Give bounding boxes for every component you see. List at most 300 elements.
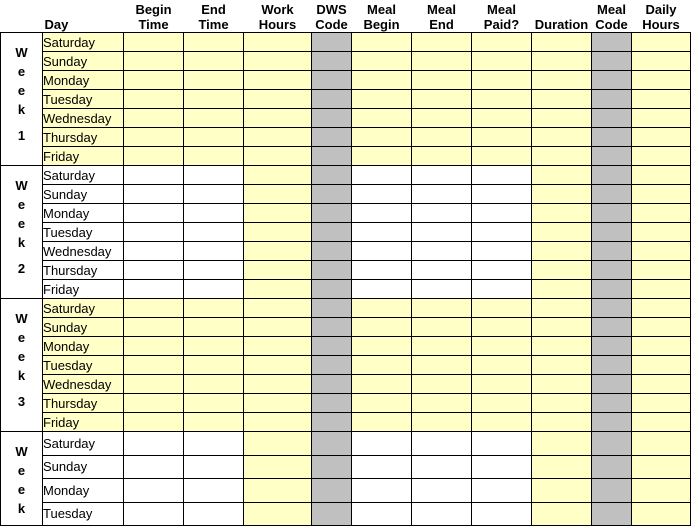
work-hours-cell[interactable] bbox=[244, 185, 312, 204]
meal-begin-cell[interactable] bbox=[352, 204, 412, 223]
dws-code-cell bbox=[312, 432, 352, 456]
end-time-cell[interactable] bbox=[184, 242, 244, 261]
week-letter: W bbox=[15, 444, 28, 459]
duration-cell[interactable] bbox=[532, 502, 592, 526]
meal-begin-header: Meal Begin bbox=[352, 0, 412, 33]
week-letters bbox=[1, 299, 42, 411]
end-time-cell[interactable] bbox=[184, 109, 244, 128]
meal-begin-cell[interactable] bbox=[352, 413, 412, 432]
meal-code-cell bbox=[592, 52, 632, 71]
dws-code-cell bbox=[312, 128, 352, 147]
work-hours-cell[interactable] bbox=[244, 318, 312, 337]
begin-time-cell[interactable] bbox=[124, 147, 184, 166]
meal-begin-cell[interactable] bbox=[352, 479, 412, 503]
day-row bbox=[1, 204, 691, 223]
work-hours-cell[interactable] bbox=[244, 356, 312, 375]
day-row bbox=[1, 261, 691, 280]
daily-hours-cell[interactable] bbox=[632, 356, 691, 375]
day-cell: Wednesday bbox=[43, 242, 124, 261]
begin-time-cell[interactable] bbox=[124, 413, 184, 432]
duration-cell[interactable] bbox=[532, 280, 592, 299]
meal-begin-cell[interactable] bbox=[352, 185, 412, 204]
begin-time-cell[interactable] bbox=[124, 166, 184, 185]
header-row bbox=[1, 0, 691, 33]
day-cell: Saturday bbox=[43, 432, 124, 456]
duration-cell[interactable] bbox=[532, 204, 592, 223]
day-row bbox=[1, 90, 691, 109]
meal-paid-cell[interactable] bbox=[472, 337, 532, 356]
week-letter: e bbox=[17, 349, 26, 364]
day-row bbox=[1, 432, 691, 456]
week-letter: k bbox=[17, 102, 26, 117]
meal-end-cell[interactable] bbox=[412, 318, 472, 337]
meal-begin-cell[interactable] bbox=[352, 33, 412, 52]
duration-cell[interactable] bbox=[532, 455, 592, 479]
timesheet-body bbox=[1, 33, 691, 526]
week-letter: e bbox=[17, 64, 26, 79]
work-hours-cell[interactable] bbox=[244, 33, 312, 52]
begin-time-cell[interactable] bbox=[124, 356, 184, 375]
dws-code-cell bbox=[312, 261, 352, 280]
duration-cell[interactable] bbox=[532, 261, 592, 280]
meal-end-cell[interactable] bbox=[412, 90, 472, 109]
daily-hours-cell[interactable] bbox=[632, 147, 691, 166]
duration-cell[interactable] bbox=[532, 394, 592, 413]
dws-code-cell bbox=[312, 394, 352, 413]
week-letter: W bbox=[15, 311, 28, 326]
dws-code-cell bbox=[312, 280, 352, 299]
meal-end-cell[interactable] bbox=[412, 455, 472, 479]
daily-hours-cell[interactable] bbox=[632, 299, 691, 318]
meal-code-cell bbox=[592, 147, 632, 166]
duration-cell[interactable] bbox=[532, 299, 592, 318]
meal-end-cell[interactable] bbox=[412, 204, 472, 223]
end-time-header: End Time bbox=[184, 0, 244, 33]
meal-paid-cell[interactable] bbox=[472, 71, 532, 90]
meal-paid-cell[interactable] bbox=[472, 413, 532, 432]
meal-begin-cell[interactable] bbox=[352, 128, 412, 147]
duration-cell[interactable] bbox=[532, 128, 592, 147]
dws-code-cell bbox=[312, 242, 352, 261]
end-time-cell[interactable] bbox=[184, 204, 244, 223]
day-cell: Sunday bbox=[43, 455, 124, 479]
daily-hours-cell[interactable] bbox=[632, 166, 691, 185]
dws-code-header: DWS Code bbox=[312, 0, 352, 33]
meal-begin-cell[interactable] bbox=[352, 223, 412, 242]
duration-cell[interactable] bbox=[532, 318, 592, 337]
duration-cell[interactable] bbox=[532, 147, 592, 166]
meal-end-cell[interactable] bbox=[412, 394, 472, 413]
meal-end-cell[interactable] bbox=[412, 128, 472, 147]
end-time-cell[interactable] bbox=[184, 337, 244, 356]
meal-begin-cell[interactable] bbox=[352, 356, 412, 375]
work-hours-cell[interactable] bbox=[244, 432, 312, 456]
meal-paid-cell[interactable] bbox=[472, 479, 532, 503]
dws-code-cell bbox=[312, 166, 352, 185]
end-time-cell[interactable] bbox=[184, 394, 244, 413]
daily-hours-cell[interactable] bbox=[632, 432, 691, 456]
daily-hours-cell[interactable] bbox=[632, 52, 691, 71]
work-hours-cell[interactable] bbox=[244, 479, 312, 503]
meal-begin-cell[interactable] bbox=[352, 261, 412, 280]
duration-cell[interactable] bbox=[532, 375, 592, 394]
meal-paid-cell[interactable] bbox=[472, 502, 532, 526]
duration-cell[interactable] bbox=[532, 223, 592, 242]
meal-paid-cell[interactable] bbox=[472, 204, 532, 223]
meal-begin-cell[interactable] bbox=[352, 71, 412, 90]
week-label bbox=[1, 299, 43, 432]
work-hours-cell[interactable] bbox=[244, 502, 312, 526]
work-hours-cell[interactable] bbox=[244, 455, 312, 479]
meal-code-cell bbox=[592, 109, 632, 128]
end-time-cell[interactable] bbox=[184, 71, 244, 90]
begin-time-cell[interactable] bbox=[124, 318, 184, 337]
begin-time-cell[interactable] bbox=[124, 394, 184, 413]
daily-hours-cell[interactable] bbox=[632, 455, 691, 479]
begin-time-cell[interactable] bbox=[124, 52, 184, 71]
duration-cell[interactable] bbox=[532, 432, 592, 456]
end-time-cell[interactable] bbox=[184, 185, 244, 204]
week-letter: k bbox=[17, 501, 26, 516]
day-row bbox=[1, 128, 691, 147]
duration-cell[interactable] bbox=[532, 479, 592, 503]
meal-begin-cell[interactable] bbox=[352, 375, 412, 394]
meal-end-cell[interactable] bbox=[412, 185, 472, 204]
work-hours-cell[interactable] bbox=[244, 299, 312, 318]
meal-end-cell[interactable] bbox=[412, 413, 472, 432]
day-row bbox=[1, 299, 691, 318]
day-row bbox=[1, 147, 691, 166]
daily-hours-cell[interactable] bbox=[632, 261, 691, 280]
begin-time-cell[interactable] bbox=[124, 337, 184, 356]
meal-end-cell[interactable] bbox=[412, 479, 472, 503]
meal-paid-cell[interactable] bbox=[472, 109, 532, 128]
meal-paid-cell[interactable] bbox=[472, 299, 532, 318]
dws-code-cell bbox=[312, 455, 352, 479]
end-time-cell[interactable] bbox=[184, 318, 244, 337]
daily-hours-cell[interactable] bbox=[632, 71, 691, 90]
begin-time-cell[interactable] bbox=[124, 242, 184, 261]
end-time-cell[interactable] bbox=[184, 455, 244, 479]
work-hours-cell[interactable] bbox=[244, 261, 312, 280]
meal-paid-cell[interactable] bbox=[472, 394, 532, 413]
meal-begin-cell[interactable] bbox=[352, 432, 412, 456]
dws-code-cell bbox=[312, 356, 352, 375]
work-hours-cell[interactable] bbox=[244, 337, 312, 356]
daily-hours-cell[interactable] bbox=[632, 318, 691, 337]
dws-code-cell bbox=[312, 33, 352, 52]
duration-cell[interactable] bbox=[532, 242, 592, 261]
daily-hours-cell[interactable] bbox=[632, 90, 691, 109]
meal-begin-cell[interactable] bbox=[352, 337, 412, 356]
meal-end-cell[interactable] bbox=[412, 71, 472, 90]
meal-paid-cell[interactable] bbox=[472, 242, 532, 261]
meal-begin-cell[interactable] bbox=[352, 52, 412, 71]
end-time-cell[interactable] bbox=[184, 280, 244, 299]
meal-code-cell bbox=[592, 185, 632, 204]
meal-end-cell[interactable] bbox=[412, 299, 472, 318]
day-cell: Thursday bbox=[43, 128, 124, 147]
day-row bbox=[1, 394, 691, 413]
day-cell: Friday bbox=[43, 280, 124, 299]
day-row bbox=[1, 71, 691, 90]
meal-begin-cell[interactable] bbox=[352, 280, 412, 299]
dws-code-cell bbox=[312, 318, 352, 337]
day-cell: Saturday bbox=[43, 299, 124, 318]
meal-code-cell bbox=[592, 166, 632, 185]
day-row bbox=[1, 318, 691, 337]
daily-hours-cell[interactable] bbox=[632, 242, 691, 261]
begin-time-cell[interactable] bbox=[124, 261, 184, 280]
meal-begin-cell[interactable] bbox=[352, 394, 412, 413]
meal-paid-cell[interactable] bbox=[472, 128, 532, 147]
meal-paid-cell[interactable] bbox=[472, 90, 532, 109]
daily-hours-cell[interactable] bbox=[632, 109, 691, 128]
end-time-cell[interactable] bbox=[184, 52, 244, 71]
daily-hours-header: Daily Hours bbox=[632, 0, 691, 33]
meal-end-cell[interactable] bbox=[412, 502, 472, 526]
meal-end-cell[interactable] bbox=[412, 109, 472, 128]
work-hours-cell[interactable] bbox=[244, 394, 312, 413]
meal-code-cell bbox=[592, 432, 632, 456]
daily-hours-cell[interactable] bbox=[632, 33, 691, 52]
day-cell: Friday bbox=[43, 413, 124, 432]
meal-begin-cell[interactable] bbox=[352, 299, 412, 318]
meal-paid-cell[interactable] bbox=[472, 223, 532, 242]
begin-time-cell[interactable] bbox=[124, 432, 184, 456]
dws-code-cell bbox=[312, 502, 352, 526]
meal-end-cell[interactable] bbox=[412, 375, 472, 394]
end-time-cell[interactable] bbox=[184, 261, 244, 280]
day-cell: Monday bbox=[43, 479, 124, 503]
day-cell: Tuesday bbox=[43, 90, 124, 109]
end-time-cell[interactable] bbox=[184, 356, 244, 375]
meal-begin-cell[interactable] bbox=[352, 109, 412, 128]
meal-code-cell bbox=[592, 375, 632, 394]
dws-code-cell bbox=[312, 90, 352, 109]
meal-code-cell bbox=[592, 299, 632, 318]
duration-cell[interactable] bbox=[532, 413, 592, 432]
end-time-cell[interactable] bbox=[184, 375, 244, 394]
meal-end-cell[interactable] bbox=[412, 261, 472, 280]
begin-time-cell[interactable] bbox=[124, 128, 184, 147]
begin-time-cell[interactable] bbox=[124, 280, 184, 299]
daily-hours-cell[interactable] bbox=[632, 502, 691, 526]
begin-time-cell[interactable] bbox=[124, 223, 184, 242]
meal-begin-cell[interactable] bbox=[352, 318, 412, 337]
work-hours-cell[interactable] bbox=[244, 223, 312, 242]
daily-hours-cell[interactable] bbox=[632, 280, 691, 299]
duration-cell[interactable] bbox=[532, 337, 592, 356]
meal-begin-cell[interactable] bbox=[352, 242, 412, 261]
begin-time-cell[interactable] bbox=[124, 375, 184, 394]
end-time-cell[interactable] bbox=[184, 479, 244, 503]
week-letters bbox=[1, 166, 42, 278]
daily-hours-cell[interactable] bbox=[632, 337, 691, 356]
duration-cell[interactable] bbox=[532, 90, 592, 109]
begin-time-cell[interactable] bbox=[124, 185, 184, 204]
meal-paid-cell[interactable] bbox=[472, 185, 532, 204]
work-hours-cell[interactable] bbox=[244, 375, 312, 394]
dws-code-cell bbox=[312, 52, 352, 71]
end-time-cell[interactable] bbox=[184, 90, 244, 109]
daily-hours-cell[interactable] bbox=[632, 479, 691, 503]
meal-code-cell bbox=[592, 337, 632, 356]
daily-hours-cell[interactable] bbox=[632, 128, 691, 147]
meal-end-cell[interactable] bbox=[412, 52, 472, 71]
week-letters bbox=[1, 33, 42, 145]
day-cell: Friday bbox=[43, 147, 124, 166]
work-hours-cell[interactable] bbox=[244, 280, 312, 299]
duration-cell[interactable] bbox=[532, 71, 592, 90]
begin-time-cell[interactable] bbox=[124, 33, 184, 52]
meal-end-header: Meal End bbox=[412, 0, 472, 33]
meal-paid-cell[interactable] bbox=[472, 52, 532, 71]
work-hours-cell[interactable] bbox=[244, 413, 312, 432]
meal-begin-cell[interactable] bbox=[352, 502, 412, 526]
meal-begin-cell[interactable] bbox=[352, 166, 412, 185]
day-row bbox=[1, 413, 691, 432]
day-cell: Saturday bbox=[43, 33, 124, 52]
dws-code-cell bbox=[312, 337, 352, 356]
work-hours-cell[interactable] bbox=[244, 52, 312, 71]
begin-time-header: Begin Time bbox=[124, 0, 184, 33]
begin-time-cell[interactable] bbox=[124, 71, 184, 90]
work-hours-cell[interactable] bbox=[244, 109, 312, 128]
duration-cell[interactable] bbox=[532, 166, 592, 185]
daily-hours-cell[interactable] bbox=[632, 413, 691, 432]
meal-end-cell[interactable] bbox=[412, 223, 472, 242]
daily-hours-cell[interactable] bbox=[632, 375, 691, 394]
meal-end-cell[interactable] bbox=[412, 337, 472, 356]
meal-code-cell bbox=[592, 90, 632, 109]
end-time-cell[interactable] bbox=[184, 299, 244, 318]
meal-code-header: Meal Code bbox=[592, 0, 632, 33]
meal-code-cell bbox=[592, 502, 632, 526]
meal-paid-cell[interactable] bbox=[472, 33, 532, 52]
duration-cell[interactable] bbox=[532, 356, 592, 375]
meal-paid-cell[interactable] bbox=[472, 166, 532, 185]
meal-paid-cell[interactable] bbox=[472, 432, 532, 456]
week-label bbox=[1, 432, 43, 526]
week-label bbox=[1, 166, 43, 299]
begin-time-cell[interactable] bbox=[124, 502, 184, 526]
duration-cell[interactable] bbox=[532, 185, 592, 204]
begin-time-cell[interactable] bbox=[124, 204, 184, 223]
meal-end-cell[interactable] bbox=[412, 166, 472, 185]
end-time-cell[interactable] bbox=[184, 223, 244, 242]
meal-end-cell[interactable] bbox=[412, 280, 472, 299]
week-letter: k bbox=[17, 235, 26, 250]
week-label bbox=[1, 33, 43, 166]
day-row bbox=[1, 337, 691, 356]
day-header: Day bbox=[43, 0, 124, 33]
day-row bbox=[1, 280, 691, 299]
meal-end-cell[interactable] bbox=[412, 242, 472, 261]
dws-code-cell bbox=[312, 479, 352, 503]
work-hours-cell[interactable] bbox=[244, 204, 312, 223]
day-row bbox=[1, 223, 691, 242]
daily-hours-cell[interactable] bbox=[632, 185, 691, 204]
meal-begin-cell[interactable] bbox=[352, 90, 412, 109]
meal-code-cell bbox=[592, 356, 632, 375]
meal-begin-cell[interactable] bbox=[352, 455, 412, 479]
meal-end-cell[interactable] bbox=[412, 432, 472, 456]
begin-time-cell[interactable] bbox=[124, 479, 184, 503]
work-hours-cell[interactable] bbox=[244, 71, 312, 90]
begin-time-cell[interactable] bbox=[124, 299, 184, 318]
meal-paid-cell[interactable] bbox=[472, 455, 532, 479]
begin-time-cell[interactable] bbox=[124, 109, 184, 128]
day-row bbox=[1, 356, 691, 375]
duration-cell[interactable] bbox=[532, 33, 592, 52]
week-letter: e bbox=[17, 463, 26, 478]
week-header bbox=[1, 0, 43, 33]
meal-paid-cell[interactable] bbox=[472, 356, 532, 375]
begin-time-cell[interactable] bbox=[124, 90, 184, 109]
week-number: 3 bbox=[17, 394, 26, 409]
day-cell: Thursday bbox=[43, 261, 124, 280]
week-letter: e bbox=[17, 482, 26, 497]
meal-paid-cell[interactable] bbox=[472, 261, 532, 280]
day-cell: Saturday bbox=[43, 166, 124, 185]
day-row bbox=[1, 166, 691, 185]
day-cell: Wednesday bbox=[43, 375, 124, 394]
dws-code-cell bbox=[312, 223, 352, 242]
meal-code-cell bbox=[592, 280, 632, 299]
meal-paid-cell[interactable] bbox=[472, 375, 532, 394]
duration-header: Duration bbox=[532, 0, 592, 33]
meal-paid-cell[interactable] bbox=[472, 280, 532, 299]
day-row bbox=[1, 33, 691, 52]
end-time-cell[interactable] bbox=[184, 502, 244, 526]
duration-cell[interactable] bbox=[532, 109, 592, 128]
work-hours-header: Work Hours bbox=[244, 0, 312, 33]
end-time-cell[interactable] bbox=[184, 166, 244, 185]
meal-paid-cell[interactable] bbox=[472, 318, 532, 337]
meal-code-cell bbox=[592, 455, 632, 479]
end-time-cell[interactable] bbox=[184, 147, 244, 166]
work-hours-cell[interactable] bbox=[244, 242, 312, 261]
end-time-cell[interactable] bbox=[184, 128, 244, 147]
daily-hours-cell[interactable] bbox=[632, 204, 691, 223]
meal-code-cell bbox=[592, 71, 632, 90]
work-hours-cell[interactable] bbox=[244, 166, 312, 185]
end-time-cell[interactable] bbox=[184, 413, 244, 432]
work-hours-cell[interactable] bbox=[244, 147, 312, 166]
day-cell: Sunday bbox=[43, 185, 124, 204]
meal-end-cell[interactable] bbox=[412, 147, 472, 166]
dws-code-cell bbox=[312, 375, 352, 394]
day-row bbox=[1, 375, 691, 394]
work-hours-cell[interactable] bbox=[244, 128, 312, 147]
meal-paid-cell[interactable] bbox=[472, 147, 532, 166]
duration-cell[interactable] bbox=[532, 52, 592, 71]
day-cell: Sunday bbox=[43, 52, 124, 71]
meal-end-cell[interactable] bbox=[412, 356, 472, 375]
end-time-cell[interactable] bbox=[184, 432, 244, 456]
end-time-cell[interactable] bbox=[184, 33, 244, 52]
begin-time-cell[interactable] bbox=[124, 455, 184, 479]
day-row bbox=[1, 455, 691, 479]
daily-hours-cell[interactable] bbox=[632, 223, 691, 242]
day-cell: Tuesday bbox=[43, 223, 124, 242]
meal-begin-cell[interactable] bbox=[352, 147, 412, 166]
work-hours-cell[interactable] bbox=[244, 90, 312, 109]
meal-end-cell[interactable] bbox=[412, 33, 472, 52]
week-letter: e bbox=[17, 197, 26, 212]
daily-hours-cell[interactable] bbox=[632, 394, 691, 413]
